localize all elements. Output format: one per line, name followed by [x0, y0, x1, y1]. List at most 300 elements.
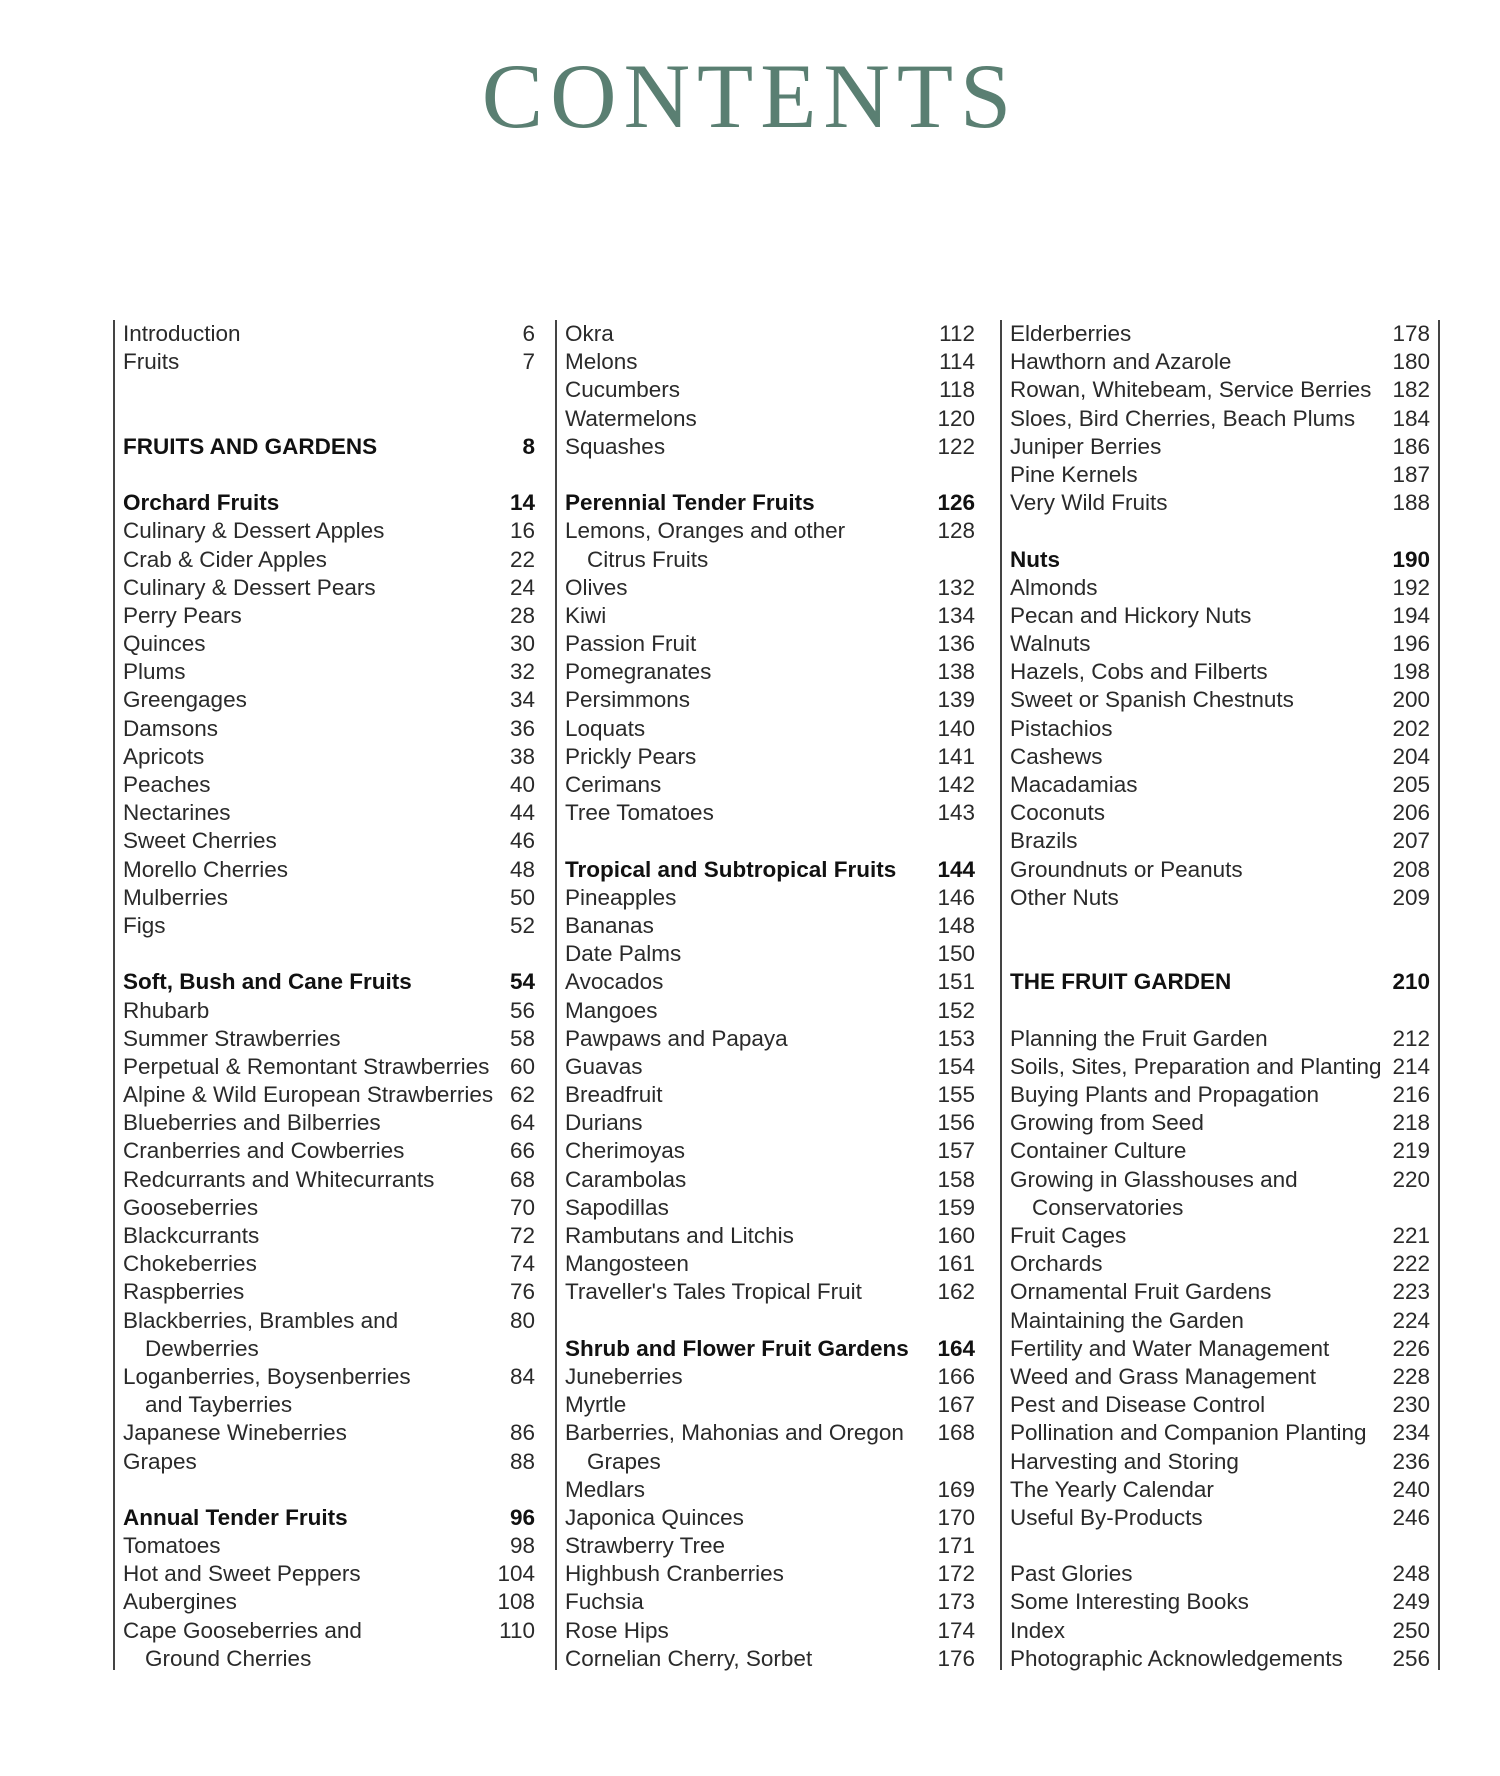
- toc-entry-title: Ground Cherries: [145, 1645, 312, 1671]
- toc-entry: [565, 912, 983, 940]
- toc-entry-title: Rowan, Whitebeam, Service Berries: [1010, 377, 1372, 403]
- toc-entry: [565, 1278, 983, 1306]
- toc-entry-title: Melons: [565, 349, 638, 375]
- toc-entry-title: Growing in Glasshouses and: [1010, 1166, 1298, 1192]
- toc-entry-title: Fertility and Water Management: [1010, 1335, 1330, 1361]
- toc-page-number: 168: [937, 1420, 975, 1446]
- toc-page-number: 154: [937, 1053, 975, 1079]
- toc-entry-title: Conservatories: [1032, 1194, 1184, 1220]
- toc-page-number: 204: [1392, 743, 1430, 769]
- toc-entry: [565, 546, 983, 574]
- toc-entry: [565, 1222, 983, 1250]
- toc-page-number: 32: [509, 659, 535, 685]
- toc-page-number: 170: [937, 1504, 975, 1530]
- toc-page-number: 248: [1392, 1561, 1430, 1587]
- toc-page-number: 151: [937, 969, 975, 995]
- toc-entry-title: FRUITS AND GARDENS: [123, 433, 378, 459]
- toc-entry: [565, 715, 983, 743]
- toc-entry: [565, 1109, 983, 1137]
- toc-entry-title: Juniper Berries: [1010, 433, 1162, 459]
- toc-entry-title: Mulberries: [123, 884, 229, 910]
- toc-entry-title: Apricots: [123, 743, 205, 769]
- toc-page-number: 196: [1392, 631, 1430, 657]
- toc-entry: [1010, 856, 1438, 884]
- toc-entry-title: Pollination and Companion Planting: [1010, 1420, 1367, 1446]
- toc-entry: [123, 1335, 543, 1363]
- toc-entry-title: Pistachios: [1010, 715, 1113, 741]
- toc-page-number: 132: [937, 574, 975, 600]
- toc-page-number: 153: [937, 1025, 975, 1051]
- toc-page-number: 30: [509, 631, 535, 657]
- toc-entry: [565, 1081, 983, 1109]
- toc-entry: [1010, 602, 1438, 630]
- toc-entry-title: Photographic Acknowledgements: [1010, 1645, 1343, 1671]
- toc-page-number: 114: [939, 349, 975, 375]
- toc-entry: [123, 997, 543, 1025]
- toc-entry-title: THE FRUIT GARDEN: [1010, 969, 1232, 995]
- toc-page-number: 54: [509, 969, 535, 995]
- toc-entry: [1010, 405, 1438, 433]
- toc-entry: [565, 405, 983, 433]
- toc-entry-title: Fruit Cages: [1010, 1223, 1127, 1248]
- toc-page-number: 190: [1392, 546, 1430, 572]
- toc-entry: [565, 658, 983, 686]
- toc-page-number: 184: [1392, 405, 1430, 431]
- spacer: [123, 405, 543, 433]
- toc-entry: [1010, 1363, 1438, 1391]
- toc-page-number: 205: [1392, 772, 1430, 797]
- toc-entry: [123, 1222, 543, 1250]
- toc-page-number: 40: [509, 772, 535, 797]
- toc-entry: [123, 827, 543, 855]
- toc-entry: [565, 602, 983, 630]
- toc-page-number: 72: [509, 1223, 535, 1248]
- toc-entry-title: Harvesting and Storing: [1010, 1448, 1239, 1474]
- toc-entry: [565, 1053, 983, 1081]
- toc-page-number: 76: [509, 1279, 535, 1305]
- toc-page-number: 16: [509, 518, 535, 544]
- toc-entry-title: Japanese Wineberries: [123, 1420, 347, 1446]
- toc-entry-title: Shrub and Flower Fruit Gardens: [565, 1335, 909, 1361]
- toc-entry-title: Cerimans: [565, 772, 662, 797]
- toc-entry-title: Strawberry Tree: [565, 1533, 726, 1559]
- contents-column-1: [113, 320, 543, 1670]
- toc-entry: [1010, 461, 1438, 489]
- toc-page-number: 96: [509, 1504, 535, 1530]
- toc-page-number: 236: [1392, 1448, 1430, 1474]
- toc-entry-title: Summer Strawberries: [123, 1025, 341, 1051]
- toc-entry: [123, 771, 543, 799]
- spacer: [565, 1307, 983, 1335]
- toc-entry-title: Olives: [565, 574, 628, 600]
- toc-entry-title: Aubergines: [123, 1589, 237, 1615]
- toc-page-number: 80: [509, 1307, 535, 1333]
- toc-page-number: 234: [1392, 1420, 1430, 1446]
- toc-entry: [123, 348, 543, 376]
- toc-section-heading: [1010, 546, 1438, 574]
- toc-entry: [123, 1109, 543, 1137]
- toc-entry-title: Crab & Cider Apples: [123, 546, 327, 572]
- toc-entry: [1010, 799, 1438, 827]
- toc-entry: [565, 743, 983, 771]
- toc-entry: [565, 320, 983, 348]
- toc-entry-title: Cape Gooseberries and: [123, 1617, 362, 1643]
- toc-entry-title: Avocados: [565, 969, 664, 995]
- toc-entry: [1010, 1109, 1438, 1137]
- toc-page-number: 218: [1392, 1110, 1430, 1136]
- toc-entry-title: Morello Cherries: [123, 856, 289, 882]
- toc-page-number: 224: [1392, 1307, 1430, 1333]
- toc-entry-title: Kiwi: [565, 602, 607, 628]
- toc-entry: [1010, 1278, 1438, 1306]
- toc-page-number: 222: [1392, 1251, 1430, 1277]
- toc-page-number: 176: [937, 1645, 975, 1671]
- toc-page-number: 186: [1392, 433, 1430, 459]
- toc-entry: [565, 968, 983, 996]
- toc-entry: [565, 1250, 983, 1278]
- toc-entry-title: Alpine & Wild European Strawberries: [123, 1082, 494, 1108]
- toc-entry-title: Brazils: [1010, 828, 1078, 854]
- toc-section-heading: [123, 433, 543, 461]
- toc-page-number: 216: [1392, 1082, 1430, 1108]
- toc-entry: [565, 940, 983, 968]
- toc-entry-title: Pineapples: [565, 884, 677, 910]
- toc-entry: [565, 1588, 983, 1616]
- toc-page-number: 212: [1392, 1025, 1430, 1051]
- toc-entry: [123, 1419, 543, 1447]
- toc-entry-title: Walnuts: [1010, 631, 1091, 657]
- toc-page-number: 64: [509, 1110, 535, 1136]
- toc-entry-title: Mangosteen: [565, 1251, 689, 1277]
- toc-page-number: 174: [937, 1617, 975, 1643]
- toc-page-number: 223: [1392, 1279, 1430, 1305]
- toc-page-number: 86: [509, 1420, 535, 1446]
- toc-entry: [123, 574, 543, 602]
- toc-page-number: 157: [937, 1138, 975, 1164]
- toc-entry-title: Okra: [565, 321, 614, 346]
- spacer: [1010, 517, 1438, 545]
- toc-entry-title: Myrtle: [565, 1392, 627, 1418]
- toc-entry-title: Hot and Sweet Peppers: [123, 1561, 361, 1587]
- toc-entry-title: Tomatoes: [123, 1533, 221, 1559]
- toc-page-number: 74: [509, 1251, 535, 1277]
- toc-entry: [123, 546, 543, 574]
- toc-entry: [565, 1137, 983, 1165]
- toc-page-number: 173: [937, 1589, 975, 1615]
- toc-page-number: 206: [1392, 800, 1430, 826]
- toc-page-number: 171: [937, 1533, 975, 1559]
- spacer: [123, 1476, 543, 1504]
- toc-page-number: 122: [937, 433, 975, 459]
- toc-entry: [123, 884, 543, 912]
- toc-entry: [123, 799, 543, 827]
- toc-page-number: 28: [509, 602, 535, 628]
- toc-entry: [1010, 1588, 1438, 1616]
- toc-entry-title: Rambutans and Litchis: [565, 1223, 794, 1248]
- toc-entry: [565, 433, 983, 461]
- toc-entry-title: Container Culture: [1010, 1138, 1187, 1164]
- toc-entry: [123, 1645, 543, 1673]
- toc-page-number: 118: [939, 377, 975, 403]
- toc-entry: [1010, 1025, 1438, 1053]
- toc-entry: [565, 1645, 983, 1673]
- toc-page-number: 249: [1392, 1589, 1430, 1615]
- toc-entry-title: Greengages: [123, 687, 247, 713]
- toc-entry-title: Barberries, Mahonias and Oregon: [565, 1420, 904, 1446]
- toc-page-number: 198: [1392, 659, 1430, 685]
- toc-entry-title: Soils, Sites, Preparation and Planting: [1010, 1053, 1382, 1079]
- toc-entry: [565, 1560, 983, 1588]
- toc-page-number: 152: [937, 997, 975, 1023]
- toc-entry: [565, 799, 983, 827]
- toc-entry-title: Squashes: [565, 433, 666, 459]
- toc-entry: [123, 1081, 543, 1109]
- toc-entry: [565, 1025, 983, 1053]
- toc-entry-title: Orchard Fruits: [123, 490, 280, 516]
- toc-page-number: 150: [937, 941, 975, 967]
- toc-page-number: 240: [1392, 1476, 1430, 1502]
- toc-entry: [1010, 1053, 1438, 1081]
- toc-page-number: 6: [522, 321, 535, 346]
- toc-entry-title: Other Nuts: [1010, 884, 1119, 910]
- toc-entry: [123, 686, 543, 714]
- toc-entry-title: Pawpaws and Papaya: [565, 1025, 788, 1051]
- toc-entry: [123, 1137, 543, 1165]
- toc-entry: [123, 1448, 543, 1476]
- toc-entry-title: Past Glories: [1010, 1561, 1133, 1587]
- toc-section-heading: [123, 968, 543, 996]
- toc-entry-title: Maintaining the Garden: [1010, 1307, 1244, 1333]
- toc-page-number: 108: [497, 1589, 535, 1615]
- toc-entry-title: Annual Tender Fruits: [123, 1504, 348, 1530]
- toc-entry-title: Coconuts: [1010, 800, 1106, 826]
- toc-entry-title: Very Wild Fruits: [1010, 490, 1168, 516]
- toc-page-number: 182: [1392, 377, 1430, 403]
- toc-entry: [123, 1025, 543, 1053]
- toc-entry-title: Hazels, Cobs and Filberts: [1010, 659, 1268, 685]
- toc-entry-title: Mangoes: [565, 997, 658, 1023]
- toc-page-number: 180: [1392, 349, 1430, 375]
- toc-entry-title: Damsons: [123, 715, 219, 741]
- toc-entry: [123, 1250, 543, 1278]
- toc-entry-title: Quinces: [123, 631, 206, 657]
- toc-entry: [1010, 1617, 1438, 1645]
- toc-entry-title: Blackcurrants: [123, 1223, 260, 1248]
- toc-page-number: 14: [509, 490, 535, 516]
- toc-entry: [565, 1391, 983, 1419]
- toc-entry-title: Cashews: [1010, 743, 1103, 769]
- toc-page-number: 142: [937, 772, 975, 797]
- toc-page-number: 52: [509, 912, 535, 938]
- toc-entry: [1010, 1504, 1438, 1532]
- toc-entry: [565, 997, 983, 1025]
- toc-section-heading: [565, 1335, 983, 1363]
- toc-entry-title: The Yearly Calendar: [1010, 1476, 1214, 1502]
- toc-entry: [1010, 658, 1438, 686]
- toc-entry-title: Soft, Bush and Cane Fruits: [123, 969, 412, 995]
- toc-entry-title: and Tayberries: [145, 1392, 293, 1418]
- toc-entry-title: Pecan and Hickory Nuts: [1010, 602, 1252, 628]
- toc-entry-title: Highbush Cranberries: [565, 1561, 784, 1587]
- toc-entry-title: Tree Tomatoes: [565, 800, 714, 826]
- toc-entry-title: Lemons, Oranges and other: [565, 518, 846, 544]
- toc-entry-title: Date Palms: [565, 941, 682, 967]
- toc-page-number: 226: [1392, 1335, 1430, 1361]
- toc-page-number: 143: [937, 800, 975, 826]
- toc-entry-title: Some Interesting Books: [1010, 1589, 1249, 1615]
- toc-page-number: 202: [1392, 715, 1430, 741]
- toc-entry: [123, 912, 543, 940]
- toc-page-number: 140: [937, 715, 975, 741]
- toc-page-number: 246: [1392, 1504, 1430, 1530]
- toc-page-number: 58: [509, 1025, 535, 1051]
- toc-entry-title: Medlars: [565, 1476, 646, 1502]
- toc-entry-title: Pomegranates: [565, 659, 712, 685]
- toc-entry: [1010, 1194, 1438, 1222]
- toc-entry: [123, 1053, 543, 1081]
- toc-page-number: 158: [937, 1166, 975, 1192]
- toc-entry-title: Orchards: [1010, 1251, 1103, 1277]
- spacer: [123, 940, 543, 968]
- toc-entry: [123, 856, 543, 884]
- toc-page-number: 172: [937, 1561, 975, 1587]
- toc-page-number: 207: [1392, 828, 1430, 854]
- toc-entry-title: Buying Plants and Propagation: [1010, 1082, 1319, 1108]
- toc-entry: [123, 1278, 543, 1306]
- toc-entry-title: Prickly Pears: [565, 743, 697, 769]
- toc-entry: [123, 1391, 543, 1419]
- contents-column-2: [555, 320, 983, 1670]
- toc-page-number: 144: [937, 856, 975, 882]
- toc-entry: [1010, 348, 1438, 376]
- contents-column-3: [1000, 320, 1440, 1670]
- toc-entry: [1010, 1137, 1438, 1165]
- toc-entry: [565, 1617, 983, 1645]
- toc-entry: [123, 1307, 543, 1335]
- toc-entry: [565, 1476, 983, 1504]
- toc-page-number: 68: [509, 1166, 535, 1192]
- toc-entry-title: Guavas: [565, 1053, 643, 1079]
- toc-page-number: 200: [1392, 687, 1430, 713]
- toc-page-number: 162: [937, 1279, 975, 1305]
- toc-entry: [1010, 574, 1438, 602]
- toc-entry: [1010, 1222, 1438, 1250]
- toc-entry-title: Citrus Fruits: [587, 546, 709, 572]
- toc-page-number: 146: [937, 884, 975, 910]
- toc-page-number: 8: [522, 433, 535, 459]
- toc-entry: [1010, 1419, 1438, 1447]
- toc-page-number: 167: [937, 1392, 975, 1418]
- toc-entry: [565, 1448, 983, 1476]
- toc-page-number: 161: [937, 1251, 975, 1277]
- toc-page-number: 46: [509, 828, 535, 854]
- toc-entry: [123, 1194, 543, 1222]
- toc-entry: [565, 630, 983, 658]
- toc-entry: [123, 1363, 543, 1391]
- toc-entry: [565, 1504, 983, 1532]
- toc-section-heading: [565, 489, 983, 517]
- toc-entry-title: Index: [1010, 1617, 1066, 1643]
- toc-entry: [565, 1363, 983, 1391]
- toc-page-number: 159: [937, 1194, 975, 1220]
- toc-entry: [1010, 1307, 1438, 1335]
- toc-entry-title: Fruits: [123, 349, 180, 375]
- toc-entry-title: Gooseberries: [123, 1194, 259, 1220]
- toc-entry-title: Elderberries: [1010, 321, 1132, 346]
- toc-entry: [123, 658, 543, 686]
- toc-entry-title: Sloes, Bird Cherries, Beach Plums: [1010, 405, 1356, 431]
- toc-page-number: 128: [937, 518, 975, 544]
- page-title: CONTENTS: [481, 45, 1019, 147]
- toc-entry-title: Hawthorn and Azarole: [1010, 349, 1232, 375]
- toc-entry: [565, 348, 983, 376]
- toc-page-number: 192: [1392, 574, 1430, 600]
- toc-page-number: 50: [509, 884, 535, 910]
- toc-entry-title: Chokeberries: [123, 1251, 257, 1277]
- toc-entry-title: Perry Pears: [123, 602, 242, 628]
- toc-page-number: 136: [937, 631, 975, 657]
- toc-section-heading: [123, 1504, 543, 1532]
- toc-entry: [1010, 376, 1438, 404]
- spacer: [1010, 940, 1438, 968]
- toc-entry: [1010, 1645, 1438, 1673]
- toc-entry: [565, 686, 983, 714]
- toc-entry-title: Breadfruit: [565, 1082, 663, 1108]
- toc-entry-title: Rhubarb: [123, 997, 210, 1023]
- spacer: [1010, 1532, 1438, 1560]
- toc-entry-title: Grapes: [587, 1448, 661, 1474]
- toc-entry-title: Loganberries, Boysenberries: [123, 1363, 411, 1389]
- toc-entry-title: Planning the Fruit Garden: [1010, 1025, 1268, 1051]
- toc-page-number: 139: [937, 687, 975, 713]
- toc-entry-title: Blueberries and Bilberries: [123, 1110, 381, 1136]
- toc-entry: [565, 1194, 983, 1222]
- toc-page-number: 148: [937, 912, 975, 938]
- toc-page-number: 219: [1392, 1138, 1430, 1164]
- spacer: [565, 461, 983, 489]
- toc-page-number: 228: [1392, 1363, 1430, 1389]
- toc-page-number: 36: [509, 715, 535, 741]
- toc-page-number: 34: [509, 687, 535, 713]
- toc-section-heading: [1010, 968, 1438, 996]
- toc-entry-title: Introduction: [123, 321, 241, 346]
- toc-entry-title: Weed and Grass Management: [1010, 1363, 1317, 1389]
- toc-page-number: 221: [1392, 1223, 1430, 1248]
- toc-entry: [123, 1588, 543, 1616]
- toc-entry-title: Juneberries: [565, 1363, 683, 1389]
- toc-entry-title: Persimmons: [565, 687, 691, 713]
- toc-page-number: 164: [937, 1335, 975, 1361]
- toc-entry: [1010, 1335, 1438, 1363]
- toc-page-number: 126: [937, 490, 975, 516]
- toc-entry-title: Fuchsia: [565, 1589, 644, 1615]
- toc-entry-title: Cranberries and Cowberries: [123, 1138, 405, 1164]
- toc-entry: [1010, 489, 1438, 517]
- toc-page-number: 38: [509, 743, 535, 769]
- toc-entry-title: Groundnuts or Peanuts: [1010, 856, 1243, 882]
- toc-page-number: 141: [937, 743, 975, 769]
- toc-page-number: 178: [1392, 321, 1430, 346]
- toc-page-number: 188: [1392, 490, 1430, 516]
- toc-entry-title: Nuts: [1010, 546, 1060, 572]
- toc-entry-title: Cucumbers: [565, 377, 681, 403]
- toc-entry: [123, 1532, 543, 1560]
- toc-entry-title: Cornelian Cherry, Sorbet: [565, 1645, 813, 1671]
- toc-entry-title: Redcurrants and Whitecurrants: [123, 1166, 435, 1192]
- toc-entry-title: Almonds: [1010, 574, 1098, 600]
- toc-entry-title: Sweet Cherries: [123, 828, 277, 854]
- toc-entry-title: Raspberries: [123, 1279, 245, 1305]
